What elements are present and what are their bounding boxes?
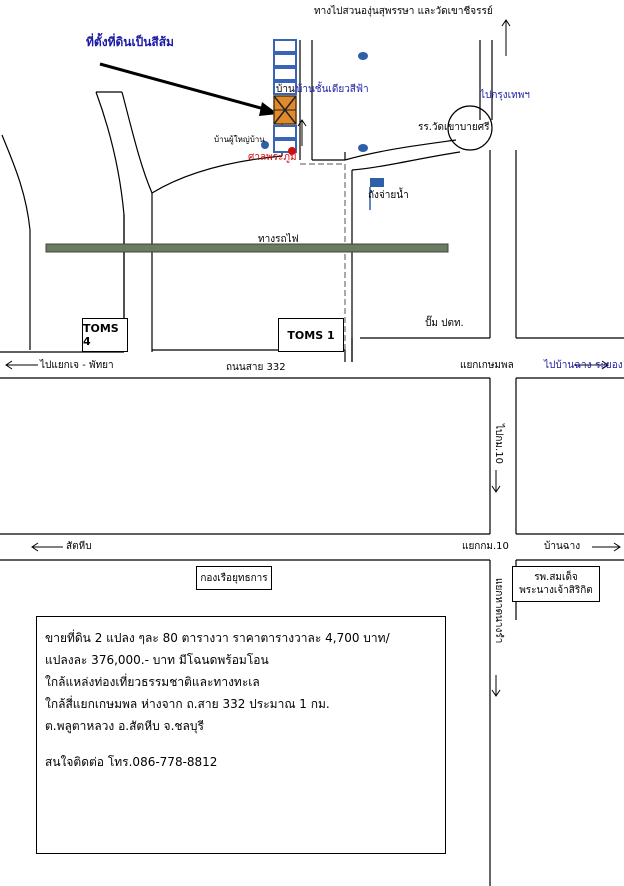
land-location-label: ที่ตั้งที่ดินเป็นสีส้ม — [86, 35, 174, 49]
railway-line — [46, 244, 448, 252]
to-pattaya-label: ไปแยกเจ - พัทยา — [40, 360, 114, 371]
to-park-label: ทางไปสวนองุ่นสุพรรษา และวัดเขาชีจรรย์ — [314, 6, 493, 17]
house-label: บ้าน — [276, 84, 295, 95]
shrine-label: ศาลพระภูมิ — [248, 152, 297, 163]
info-line-2: แปลงละ 376,000.- บาท มีโฉนดพร้อมโอน — [45, 653, 269, 667]
gas-station-label: ปั๊ม ปตท. — [425, 318, 464, 329]
single-blue-house-label: บ้านชั้นเดียวสีฟ้า — [296, 84, 369, 95]
headman-house-label: บ้านผู้ใหญ่บ้าน — [214, 135, 265, 144]
to-km10-label: ไปกม.10 — [493, 424, 504, 464]
info-line-3: ใกล้แหล่งท่องเที่ยวธรรมชาติและทางทะเล — [45, 675, 260, 689]
road-332-label: ถนนสาย 332 — [226, 362, 286, 373]
hospital-line1: รพ.สมเด็จ — [534, 572, 578, 583]
ban-chang-label: บ้านฉาง — [544, 541, 581, 552]
sattahip-label: สัตหีบ — [66, 541, 92, 552]
kasemphon-junction-label: แยกเกษมพล — [460, 360, 514, 371]
navy-fleet-box: กองเรือยุทธการ — [196, 566, 272, 590]
hospital-line2: พระนางเจ้าสิริกิต — [519, 585, 593, 596]
to-bangkok-label: ไปกรุงเทพฯ — [480, 90, 530, 101]
land-plot — [274, 96, 296, 124]
hospital-box — [512, 566, 600, 602]
to-ban-chang-label: ไปบ้านฉาง-ระยอง — [544, 360, 623, 371]
info-line-5: ต.พลูตาหลวง อ.สัตหีบ จ.ชลบุรี — [45, 719, 204, 733]
railway-label: ทางรถไฟ — [258, 234, 299, 245]
toms4-box: TOMS 4 — [82, 318, 128, 352]
sale-info-box — [36, 616, 446, 854]
left-roads — [2, 92, 282, 350]
navy-road-label: แยกหาดนางรำ — [493, 578, 504, 644]
info-line-1: ขายที่ดิน 2 แปลง ๆละ 80 ตารางวา ราคาตารางวาละ 4,700 บาท/ — [45, 631, 390, 645]
school-label: รร.วัดเขาบายศรี — [418, 122, 490, 133]
km10-junction-label: แยกกม.10 — [462, 541, 509, 552]
info-contact: สนใจติดต่อ โทร.086-778-8812 — [45, 755, 218, 769]
water-tower-label: ถังจ่ายน้ำ — [368, 190, 409, 201]
toms1-box: TOMS 1 — [278, 318, 344, 352]
info-line-4: ใกล้สี่แยกเกษมพล ห่างจาก ถ.สาย 332 ประมาณ 1 กม. — [45, 697, 330, 711]
